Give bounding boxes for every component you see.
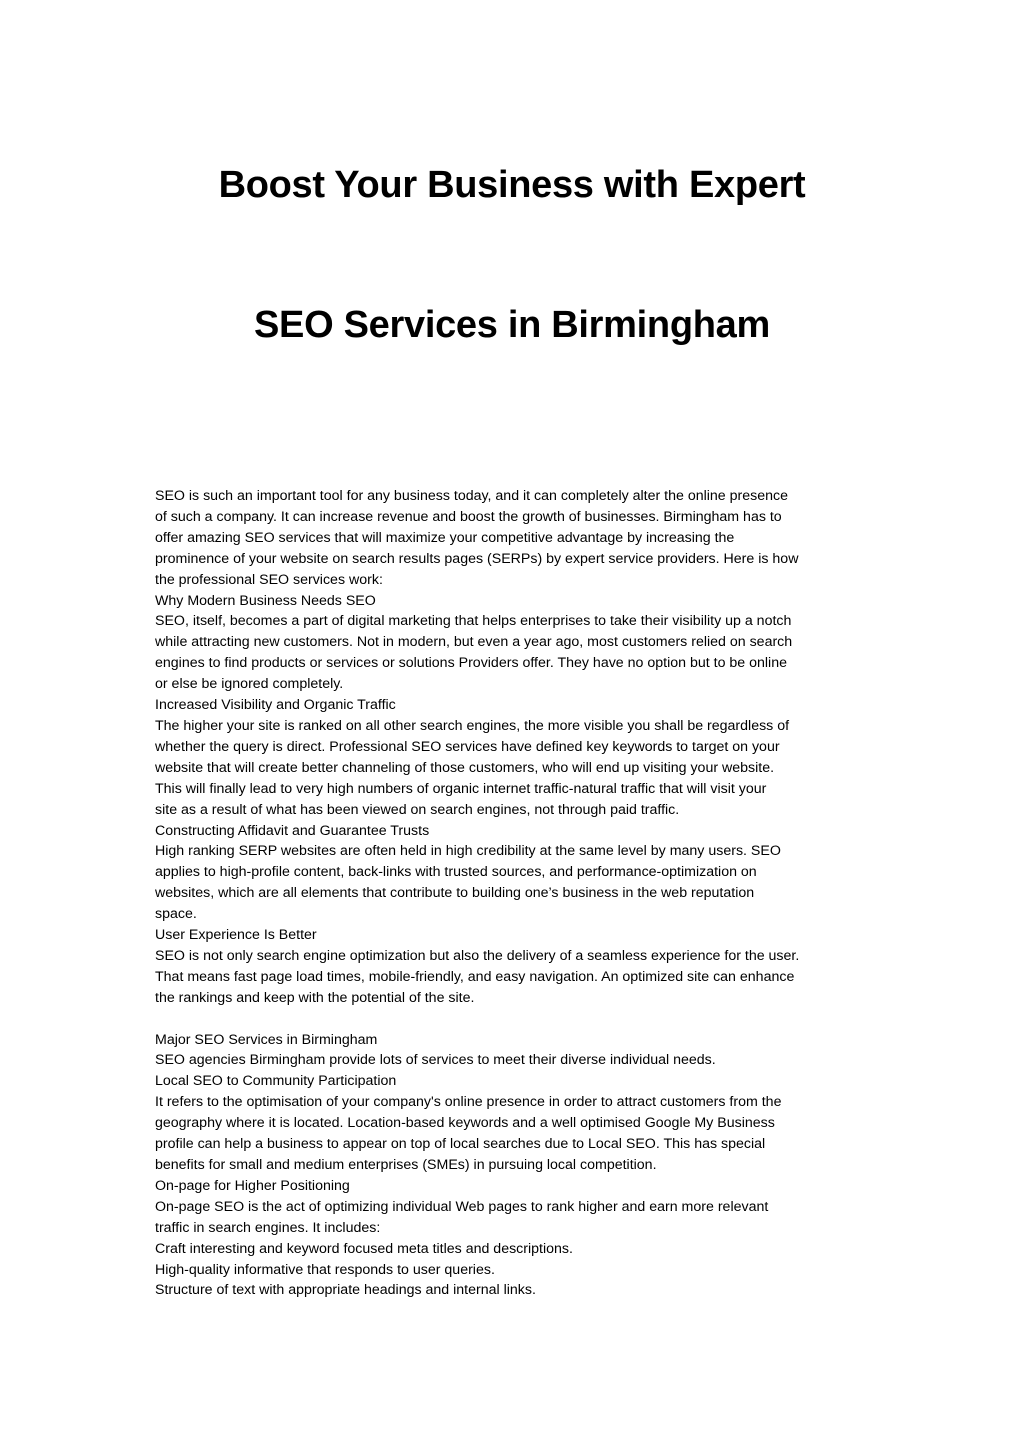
text-line: On-page SEO is the act of optimizing individual Web pages to rank higher and earn more relevant [155,1198,769,1215]
list-item: High-quality informative that responds to user queries. [155,1261,495,1278]
text-line: High ranking SERP websites are often held in high credibility at the same level by many users. SEO [155,843,781,860]
list-item: Structure of text with appropriate headings and internal links. [155,1282,536,1299]
text-line: offer amazing SEO services that will maximize your competitive advantage by increasing the [155,529,735,546]
text-line: It refers to the optimisation of your company's online presence in order to attract customers from the [155,1094,782,1111]
section-heading: Constructing Affidavit and Guarantee Trusts [155,822,430,839]
section-heading: Increased Visibility and Organic Traffic [155,697,396,714]
list-item: Craft interesting and keyword focused meta titles and descriptions. [155,1240,573,1257]
section-heading: Why Modern Business Needs SEO [155,592,376,609]
text-line: That means fast page load times, mobile-friendly, and easy navigation. An optimized site can enhance [155,968,795,985]
text-line: geography where it is located. Location-based keywords and a well optimised Google My Business [155,1115,775,1132]
text-line: space. [155,906,197,923]
page-title-line-2: SEO Services in Birmingham [254,304,770,346]
text-line: site as a result of what has been viewed on search engines, not through paid traffic. [155,801,680,818]
text-line: the professional SEO services work: [155,571,383,588]
section-heading: On-page for Higher Positioning [155,1177,350,1194]
text-line: This will finally lead to very high numbers of organic internet traffic-natural traffic that will visit your [155,780,767,797]
section-heading: User Experience Is Better [155,927,317,944]
page-title-line-1: Boost Your Business with Expert [218,164,806,206]
text-line: SEO is not only search engine optimization but also the delivery of a seamless experience for the user. [155,947,800,964]
text-line: of such a company. It can increase revenue and boost the growth of businesses. Birmingham has to [155,508,782,525]
body-text [155,486,875,1301]
text-line: benefits for small and medium enterprises (SMEs) in pursuing local competition. [155,1156,657,1173]
text-line: traffic in search engines. It includes: [155,1219,381,1236]
text-line: engines to find products or services or solutions Providers offer. They have no option but to be online [155,655,787,672]
blank-line [155,1009,875,1030]
text-line: or else be ignored completely. [155,676,344,693]
text-line: SEO is such an important tool for any business today, and it can completely alter the online presence [155,488,789,504]
text-line: websites, which are all elements that contribute to building one’s business in the web reputation [155,885,755,902]
text-line: prominence of your website on search results pages (SERPs) by expert service providers. Here is how [155,550,799,567]
text-line: SEO, itself, becomes a part of digital marketing that helps enterprises to take their visibility up a notch [155,613,792,630]
section-heading: Major SEO Services in Birmingham [155,1031,378,1048]
text-line: profile can help a business to appear on top of local searches due to Local SEO. This has special [155,1136,766,1153]
text-line: SEO agencies Birmingham provide lots of services to meet their diverse individual needs. [155,1052,716,1069]
text-line: whether the query is direct. Professional SEO services have defined key keywords to target on your [155,738,780,755]
text-line: applies to high-profile content, back-links with trusted sources, and performance-optimization on [155,864,757,881]
text-line: The higher your site is ranked on all other search engines, the more visible you shall be regardless of [155,717,790,734]
text-line: while attracting new customers. Not in modern, but even a year ago, most customers relied on search [155,634,793,651]
section-heading: Local SEO to Community Participation [155,1073,397,1090]
text-line: website that will create better channeling of those customers, who will end up visiting your website. [155,759,775,776]
text-line: the rankings and keep with the potential of the site. [155,989,475,1006]
